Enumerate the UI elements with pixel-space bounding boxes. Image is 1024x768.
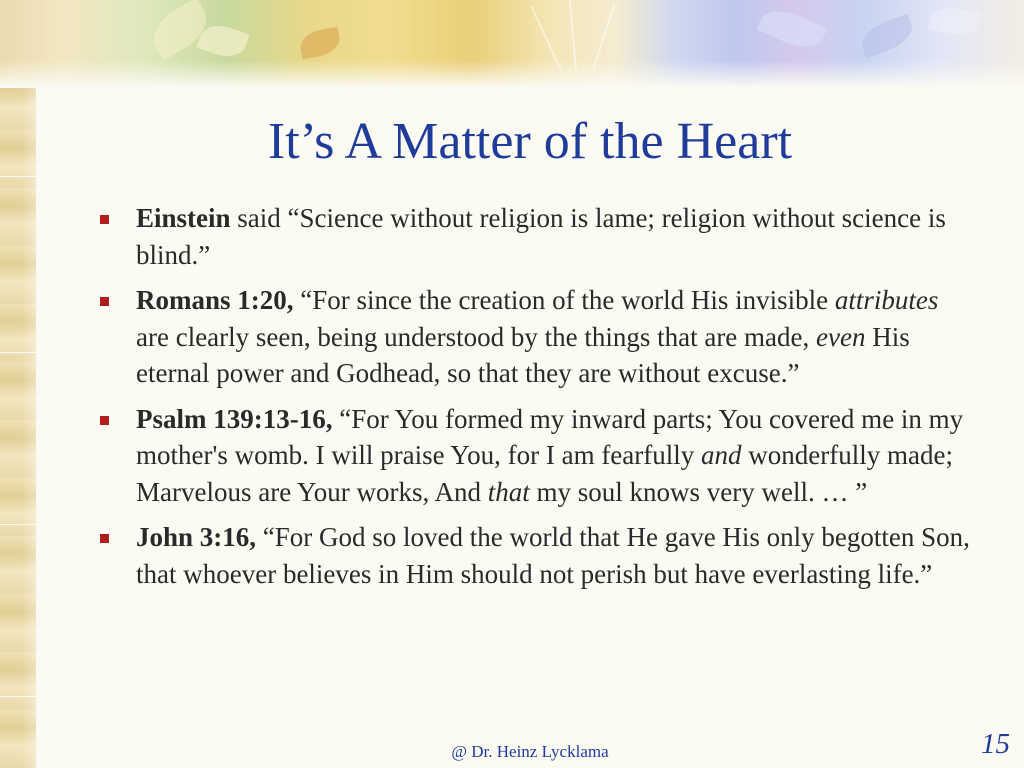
slide-number: 15 — [981, 728, 1010, 760]
square-bullet-icon — [100, 534, 109, 543]
bullet-item — [100, 519, 970, 592]
bullet-text: His eternal power and Godhead, so that they are without excuse.” — [136, 321, 910, 388]
footer-credit: @ Dr. Heinz Lycklama — [451, 742, 609, 761]
bullet-text: wonderfully made; Marvelous are Your works, And — [136, 440, 953, 507]
square-bullet-icon — [100, 297, 109, 306]
bullet-reference: John 3:16, — [136, 522, 257, 552]
slide-title: It’s A Matter of the Heart — [267, 113, 793, 170]
bullet-text: are clearly seen, being understood by the things that are made, — [136, 321, 817, 352]
square-bullet-icon — [100, 215, 109, 224]
bullet-text: “For since the creation of the world His invisible — [293, 285, 835, 315]
bullet-emphasis: and — [701, 440, 742, 470]
decorative-banner — [0, 0, 1024, 88]
bullet-text: “For You formed my inward parts; You covered me in my mother's womb. I will praise You, for I am fearfully — [136, 403, 964, 470]
bullet-reference: Romans 1:20, — [136, 285, 294, 315]
bullet-item — [100, 200, 970, 273]
bullet-text: said “Science without religion is lame; religion without science is blind.” — [136, 203, 946, 270]
bullet-item — [100, 282, 970, 392]
bullet-item — [100, 401, 970, 511]
bullet-reference: Einstein — [136, 203, 231, 233]
square-bullet-icon — [100, 416, 109, 425]
bullet-list — [100, 200, 970, 601]
bullet-text: my soul knows very well. … ” — [529, 476, 868, 507]
parchment-border — [0, 0, 36, 768]
bullet-emphasis: attributes — [834, 285, 939, 315]
bullet-reference: Psalm 139:13-16, — [136, 403, 333, 434]
bullet-emphasis: even — [816, 321, 866, 352]
bullet-text: “For God so loved the world that He gave His only begotten Son, that whoever believes in Him should not perish but have everlasting life.” — [136, 522, 970, 589]
bullet-emphasis: that — [487, 476, 530, 507]
